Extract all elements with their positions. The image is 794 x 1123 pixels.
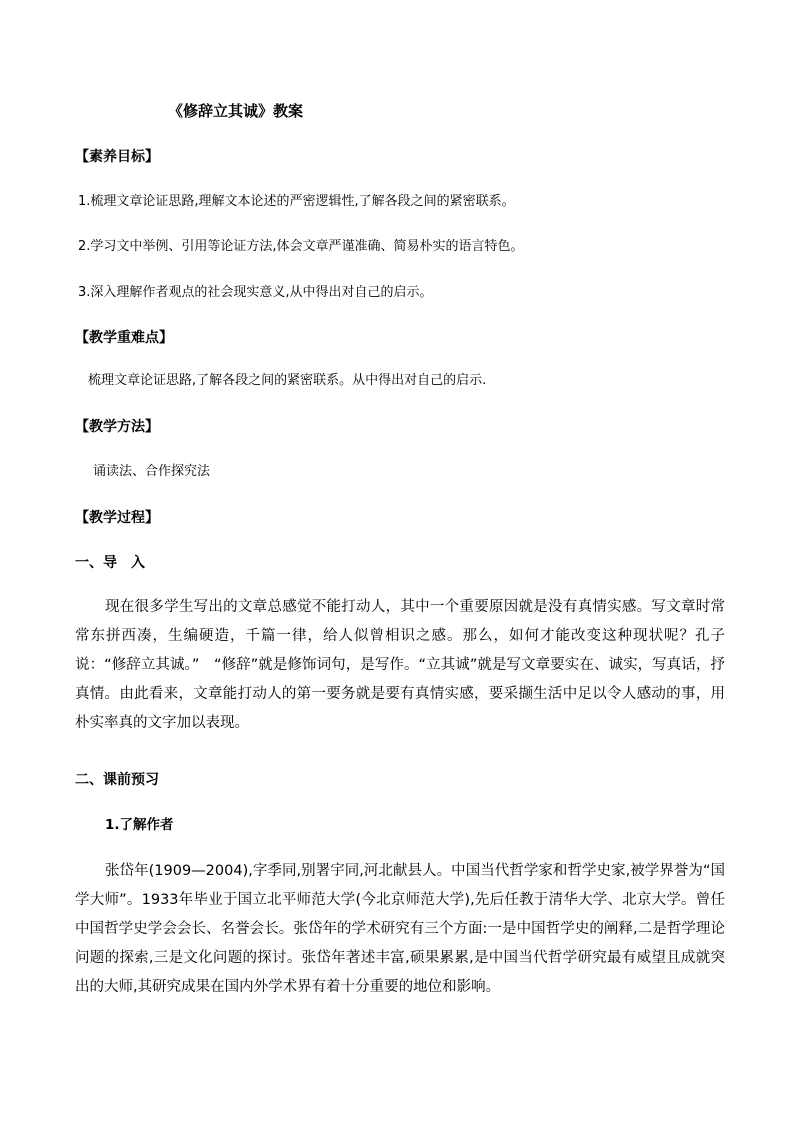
objective-item-1: 1.梳理文章论证思路,理解文本论述的严密逻辑性,了解各段之间的紧密联系。: [78, 194, 515, 209]
key-points-text: 梳理文章论证思路,了解各段之间的紧密联系。从中得出对自己的启示.: [88, 373, 487, 388]
author-paragraph: 张岱年(1909—2004),字季同,别署宇同,河北献县人。中国当代哲学家和哲学史家,被学界誉为“国学大师”。1933年毕业于国立北平师范大学(今北京师范大学),先后任教于清华大学、北京大学。曾任中国哲学史学会会长、名誉会长。张岱年的学术研究有三个方面:一是中国哲学史的阐释,二是哲学理论问题的探索,三是文化问题的探讨。张岱年著述丰富,硕果累累,是中国当代哲学研究最有威望且成就突出的大师,其研究成果在国内外学术界有着十分重要的地位和影响。: [75, 863, 725, 995]
process-heading: 【教学过程】: [75, 510, 159, 526]
methods-heading: 【教学方法】: [75, 419, 159, 435]
document-title: 《修辞立其诚》教案: [168, 102, 304, 120]
objective-item-3: 3.深入理解作者观点的社会现实意义,从中得出对自己的启示。: [78, 285, 433, 300]
key-points-heading: 【教学重难点】: [75, 330, 173, 346]
about-author-heading: 1.了解作者: [105, 817, 174, 833]
objectives-heading: 【素养目标】: [75, 149, 159, 165]
preview-heading: 二、课前预习: [75, 772, 159, 788]
intro-heading: 一、导 入: [75, 555, 145, 571]
objective-item-2: 2.学习文中举例、引用等论证方法,体会文章严谨准确、简易朴实的语言特色。: [78, 239, 524, 254]
intro-paragraph: 现在很多学生写出的文章总感觉不能打动人，其中一个重要原因就是没有真情实感。写文章时常常东拼西凑，生编硬造，千篇一律，给人似曾相识之感。那么，如何才能改变这种现状呢？孔子说：“修辞立其诚。” “修辞”就是修饰词句，是写作。“立其诚”就是写文章要实在、诚实，写真话，抒真情。由此看来，文章能打动人的第一要务就是要有真情实感，要采撷生活中足以令人感动的事，用朴实率真的文字加以表现。: [75, 599, 725, 731]
methods-text: 诵读法、合作探究法: [93, 464, 211, 479]
